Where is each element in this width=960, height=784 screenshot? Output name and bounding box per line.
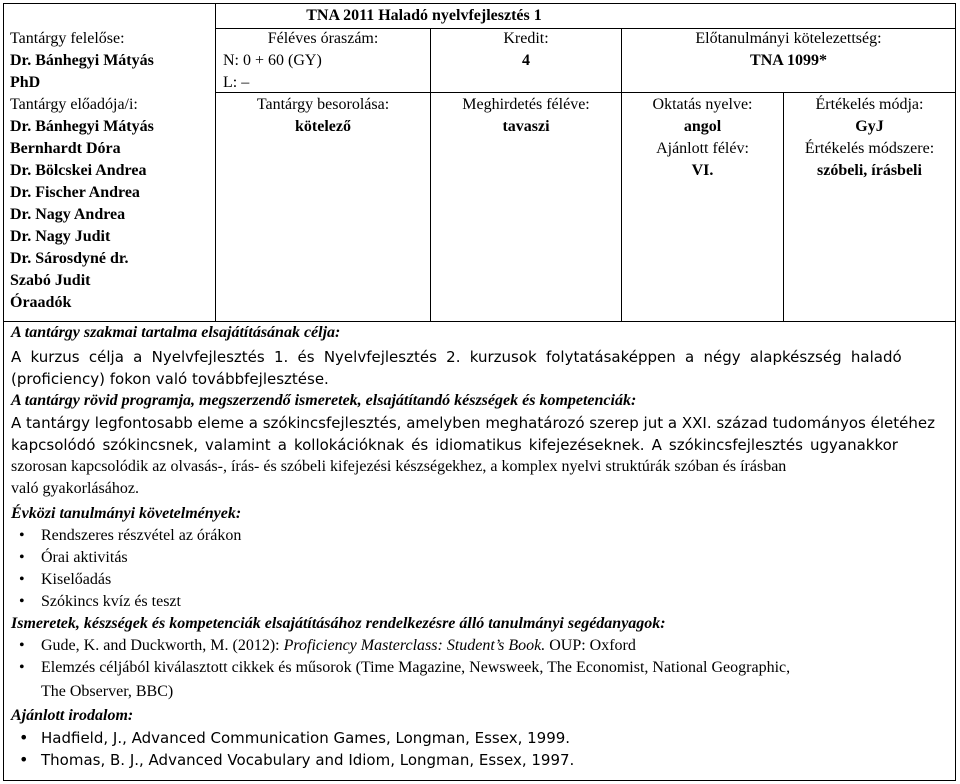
evaluation-mode-label: Értékelés módja: <box>815 96 924 113</box>
recommended-semester-label: Ajánlott félév: <box>656 140 749 157</box>
lecturer-name: Dr. Bánhegyi Mátyás <box>10 118 154 135</box>
lecturer-name: Bernhardt Dóra <box>10 140 121 157</box>
list-item: • Rendszeres részvétel az órákon <box>11 525 951 547</box>
materials-heading: Ismeretek, készségek és kompetenciák elsajátításához rendelkezésre álló tanulmányi segédanyagok: <box>11 615 666 632</box>
prereq-value: TNA 1099* <box>750 52 827 69</box>
credit-label: Kredit: <box>503 30 549 47</box>
goal-line: A kurzus célja a Nyelvfejlesztés 1. és Nyelvfejlesztés 2. kurzusok folytatásaképpen a négy alapkészség haladó <box>11 348 902 366</box>
content-section <box>11 322 951 771</box>
list-item: • Kiselőadás <box>11 569 951 591</box>
program-line: való gyakorlásához. <box>11 480 139 497</box>
material-publisher: OUP: Oxford <box>545 637 636 654</box>
program-line: A tantárgy legfontosabb eleme a szókincsfejlesztés, amelyben meghatározó szerep jut a XXI. század tudományos életéhez <box>11 414 935 432</box>
semester-label: Meghirdetés féléve: <box>462 96 590 113</box>
program-heading: A tantárgy rövid programja, megszerzendő ismeretek, elsajátítandó készségek és kompetenciák: <box>11 392 637 409</box>
requirements-list <box>11 525 951 613</box>
classification-cell <box>216 94 430 138</box>
course-title: TNA 2011 Haladó nyelvfejlesztés 1 <box>306 7 542 24</box>
language-value: angol <box>683 118 722 135</box>
course-sheet <box>3 3 956 781</box>
lecturer-name: Dr. Nagy Judit <box>10 228 111 245</box>
lecturer-name: Dr. Sárosdyné dr. <box>10 250 129 267</box>
evaluation-method-label: Értékelés módszere: <box>804 140 935 157</box>
lecturer-name: Dr. Bölcskei Andrea <box>10 162 147 179</box>
hours-label: Féléves óraszám: <box>267 30 379 47</box>
recommended-semester-value: VI. <box>691 162 714 179</box>
list-item <box>11 635 951 657</box>
lecturers-cell <box>10 94 214 314</box>
goal-line: (proficiency) fokon való továbbfejlesztése. <box>11 370 329 388</box>
responsible-cell <box>10 28 214 94</box>
evaluation-method-value: szóbeli, írásbeli <box>817 162 922 179</box>
lecturer-name: Óraadók <box>10 294 72 311</box>
list-item: • Elemzés céljából kiválasztott cikkek és műsorok (Time Magazine, Newsweek, The Economist, National Geographic, <box>11 657 951 679</box>
program-line: kapcsolódó szókincsnek, valamint a kollokációknak és idiomatikus kifejezéseknek. A szókincsfejlesztés ugyanakkor <box>11 436 898 454</box>
goal-heading: A tantárgy szakmai tartalma elsajátításának célja: <box>11 324 341 341</box>
language-cell <box>622 94 783 182</box>
prereq-label: Előtanulmányi kötelezettség: <box>695 30 882 47</box>
hours-l: L: – <box>223 74 250 91</box>
responsible-name: Dr. Bánhegyi Mátyás <box>10 52 154 69</box>
materials-list <box>11 635 951 679</box>
language-label: Oktatás nyelve: <box>652 96 753 113</box>
evaluation-mode-value: GyJ <box>855 118 884 135</box>
hours-cell <box>216 28 430 94</box>
list-item: • Szókincs kvíz és teszt <box>11 591 951 613</box>
lecturer-name: Dr. Nagy Andrea <box>10 206 126 223</box>
semester-cell <box>431 94 621 138</box>
lecturer-name: Dr. Fischer Andrea <box>10 184 140 201</box>
reading-heading: Ajánlott irodalom: <box>11 707 134 724</box>
list-item: • Thomas, B. J., Advanced Vocabulary and Idiom, Longman, Essex, 1997. <box>11 749 951 771</box>
lecturers-label: Tantárgy előadója/i: <box>10 96 138 113</box>
prereq-cell <box>622 28 955 72</box>
hours-n: N: 0 + 60 (GY) <box>223 52 322 69</box>
material-authors: Gude, K. and Duckworth, M. (2012): <box>41 637 284 654</box>
material-book-title: Proficiency Masterclass: Student’s Book. <box>283 637 546 654</box>
list-item: • Hadfield, J., Advanced Communication Games, Longman, Essex, 1999. <box>11 727 951 749</box>
semester-value: tavaszi <box>502 118 550 135</box>
credit-value: 4 <box>522 52 530 69</box>
requirements-heading: Évközi tanulmányi követelmények: <box>11 505 242 522</box>
lecturer-name: Szabó Judit <box>10 272 91 289</box>
responsible-degree: PhD <box>10 74 41 91</box>
program-line: szorosan kapcsolódik az olvasás-, írás- és szóbeli kifejezési készségekhez, a komplex nyelvi struktúrák szóban és írásban <box>11 458 787 475</box>
classification-label: Tantárgy besorolása: <box>256 96 390 113</box>
credit-cell <box>431 28 621 72</box>
evaluation-cell <box>784 94 955 182</box>
material-continuation: The Observer, BBC) <box>41 683 174 700</box>
list-item: • Órai aktivitás <box>11 547 951 569</box>
responsible-label: Tantárgy felelőse: <box>10 30 125 47</box>
reading-list <box>11 727 951 771</box>
classification-value: kötelező <box>295 118 351 135</box>
